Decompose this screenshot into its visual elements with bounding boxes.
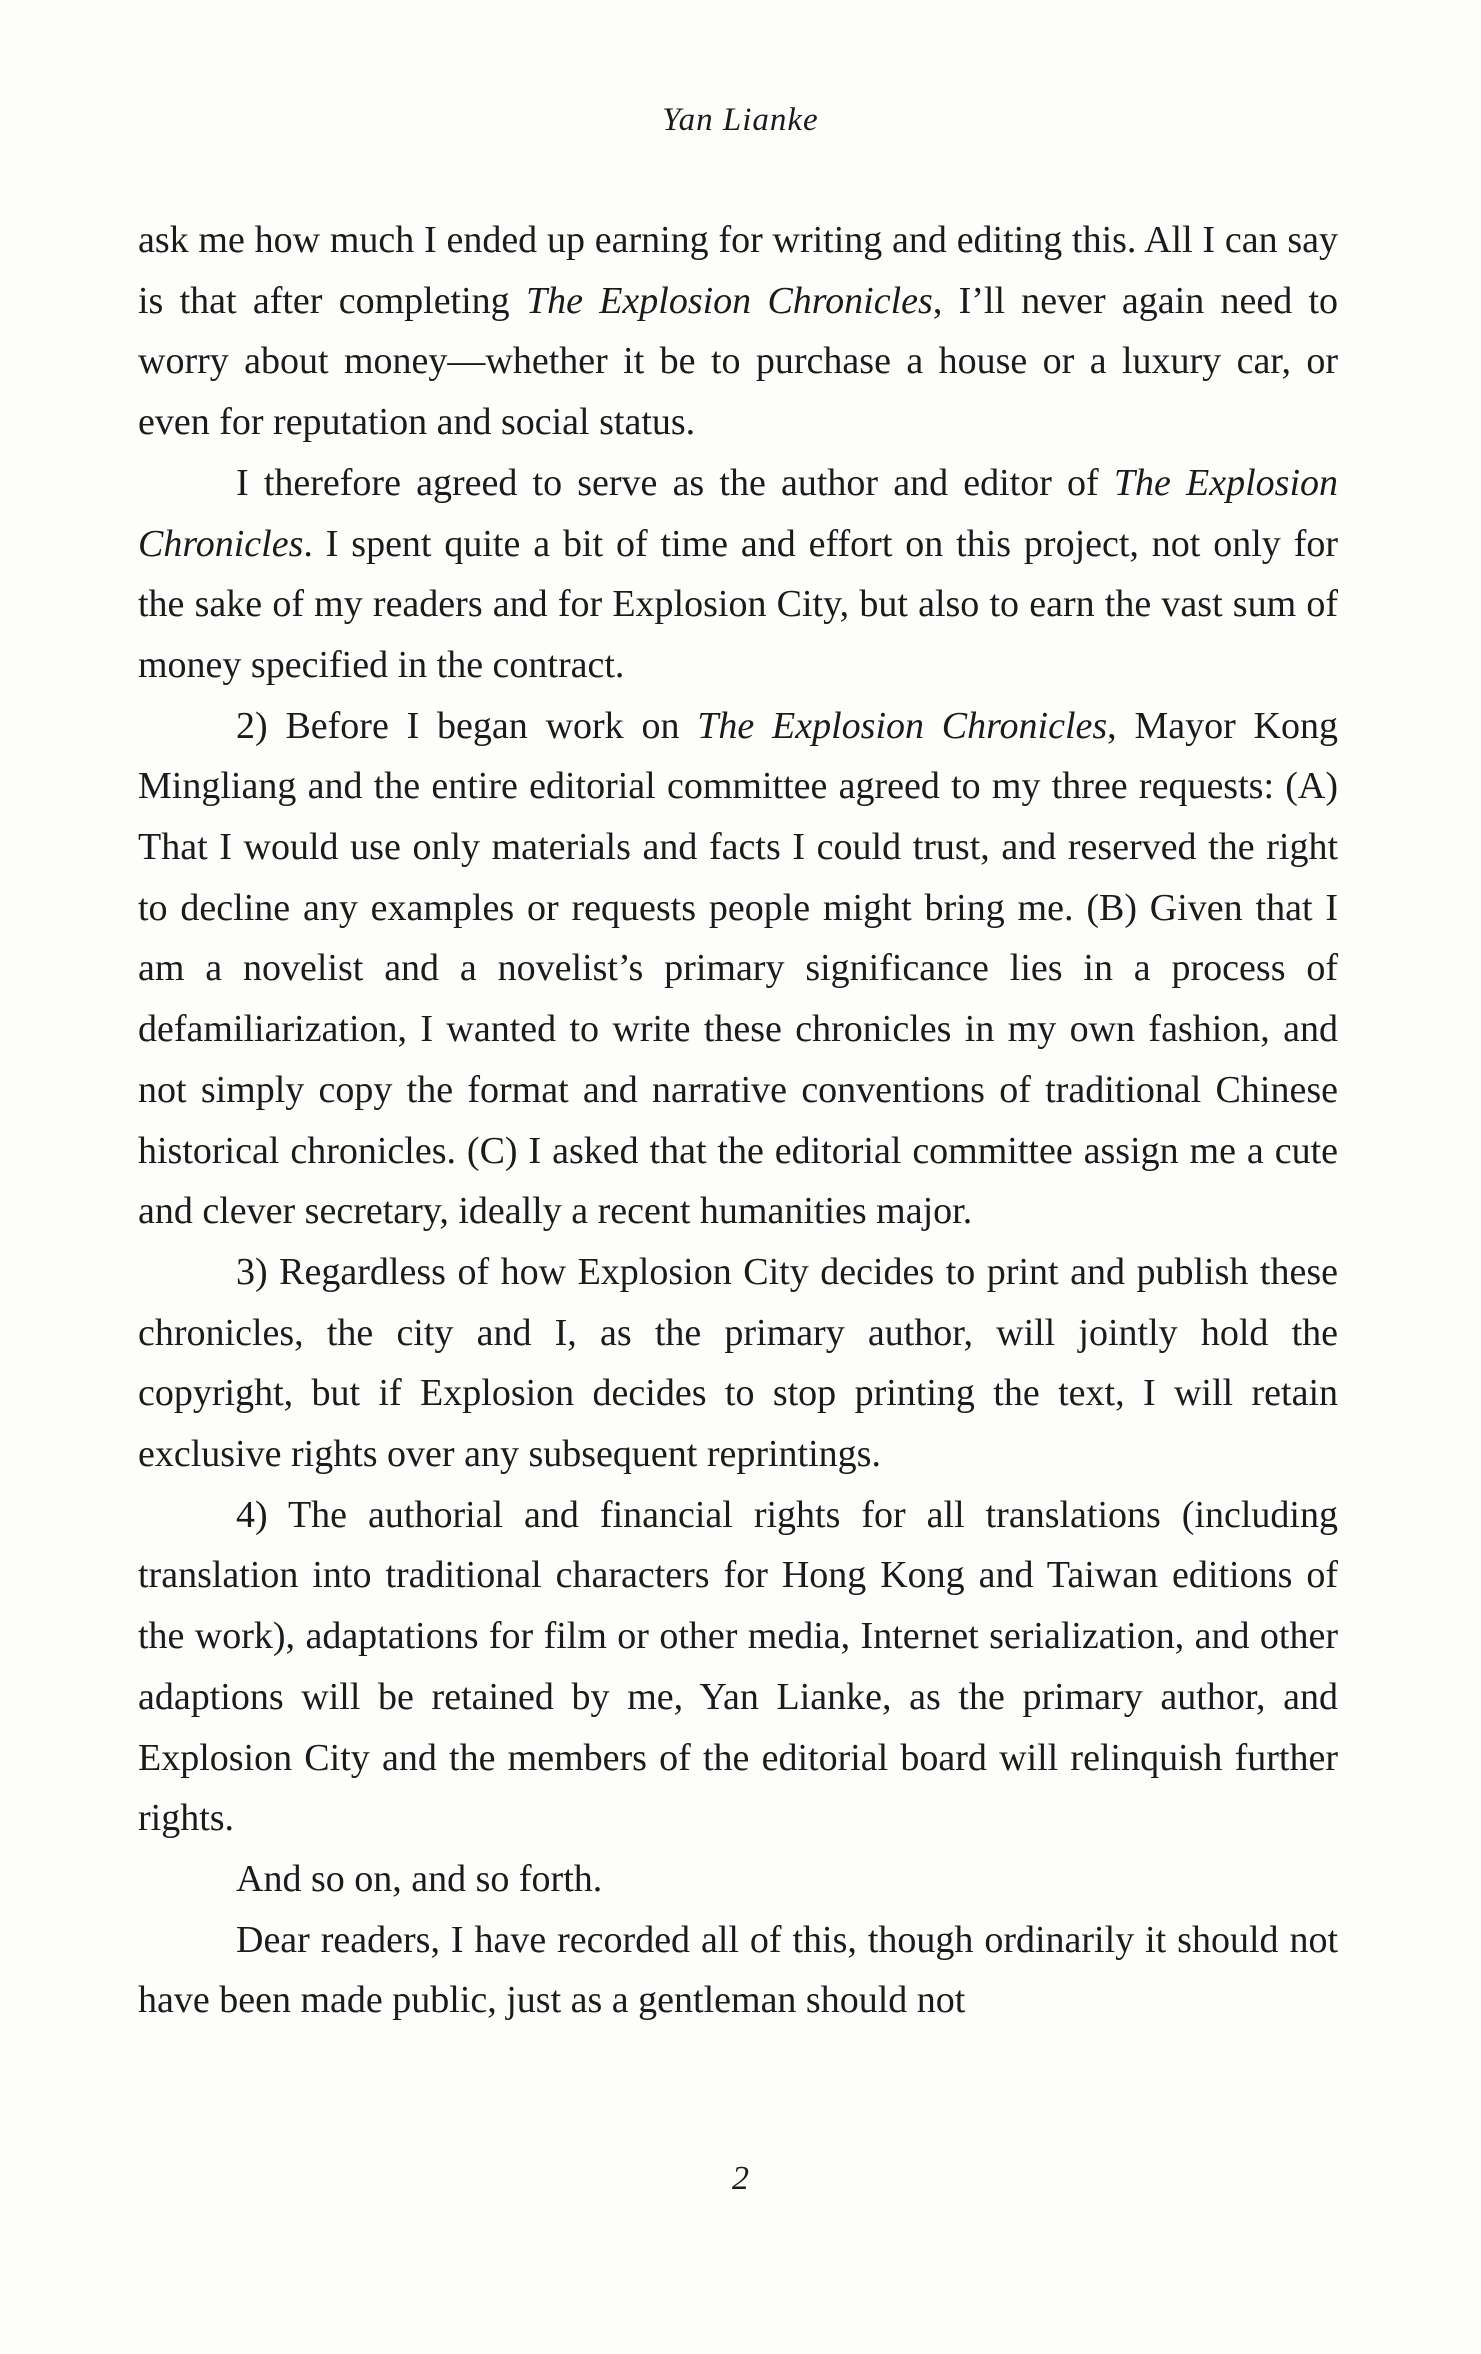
paragraph-3: 2) Before I began work on The Explosion Chronicles, Mayor Kong Mingliang and the entire editorial committee agreed to my three requests: (A) That I would use only materials and facts I could trust, and reserved the right to decline any examples or requests people might bring me. (B) Given that I am a novelist and a novelist’s primary significance lies in a process of defamiliarization, I wanted to write these chronicles in my own fashion, and not simply copy the format and narrative conventions of traditional Chinese historical chronicles. (C) I asked that the editorial committee assign me a cute and clever secretary, ideally a recent humanities major. — [138, 704, 1338, 1233]
paragraph-1: ask me how much I ended up earning for writing and editing this. All I can say is that after completing The Explosion Chronicles, I’ll never again need to worry about money—whether it be to purchase a house or a luxury car, or even for reputation and social status. — [138, 219, 1339, 444]
paragraph-7: Dear readers, I have recorded all of this, though ordinarily it should not have been made public, just as a gentleman should not — [138, 1918, 1338, 2022]
paragraph-2: I therefore agreed to serve as the author and editor of The Explosion Chronicles. I spent quite a bit of time and effort on this project, not only for the sake of my readers and for Explosion City, but also to earn the vast sum of money specified in the contract. — [138, 461, 1339, 686]
page-number: 2 — [732, 2160, 749, 2197]
body-text — [138, 210, 1338, 2031]
book-title: The Explosion Chronicles — [697, 704, 1108, 747]
book-title: The Explosion Chronicles — [138, 461, 1339, 565]
paragraph-4: 3) Regardless of how Explosion City decides to print and publish these chronicles, the city and I, as the primary author, will jointly hold the copyright, but if Explosion decides to stop printing the text, I will retain exclusive rights over any subsequent reprintings. — [138, 1250, 1338, 1476]
paragraph-5: 4) The authorial and financial rights for all translations (including translation into traditional characters for Hong Kong and Taiwan editions of the work), adaptations for film or other media, Internet serialization, and other adaptions will be retained by me, Yan Lianke, as the primary author, and Explosion City and the members of the editorial board will relinquish further rights. — [138, 1493, 1338, 1840]
paragraph-6: And so on, and so forth. — [236, 1857, 603, 1900]
running-head: Yan Lianke — [662, 102, 819, 138]
book-title: The Explosion Chronicles — [525, 279, 933, 322]
